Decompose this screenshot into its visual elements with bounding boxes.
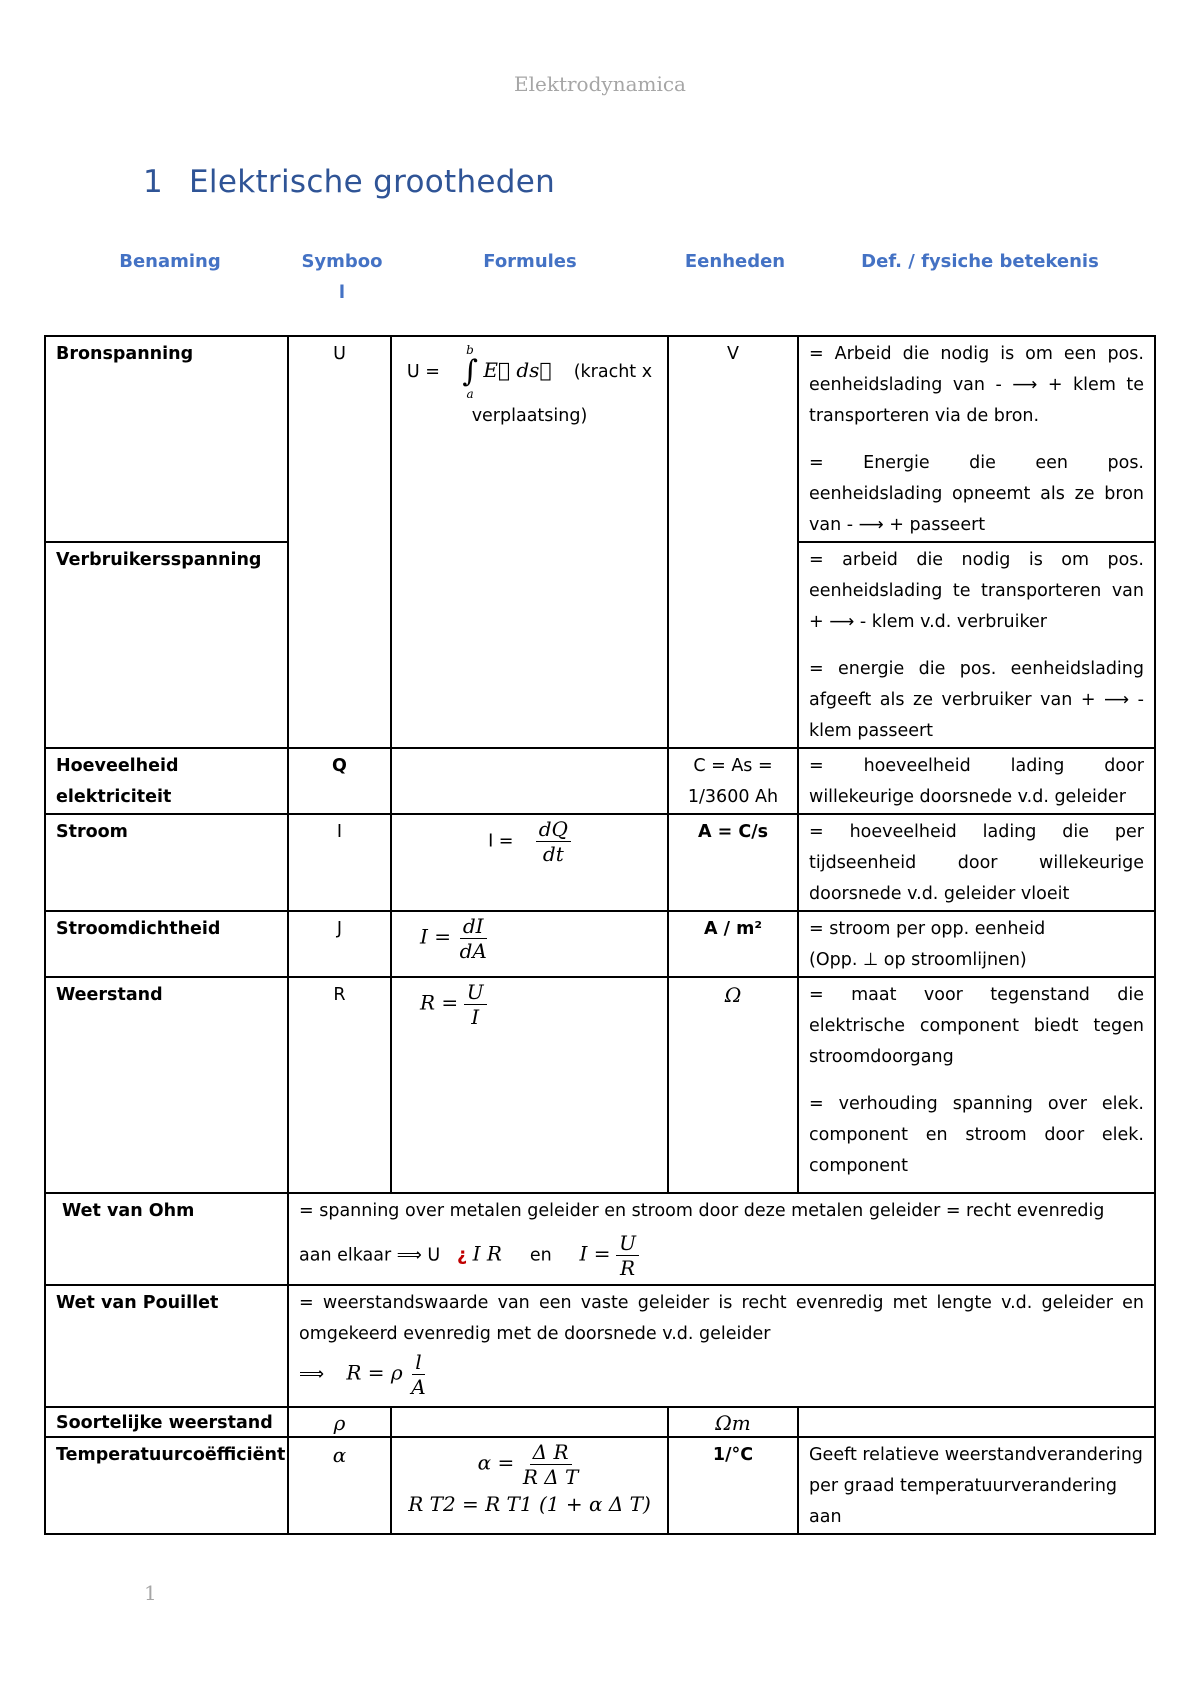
row-name: Weerstand	[45, 977, 288, 1193]
row-symbol: R	[288, 977, 391, 1193]
definition-paragraph: = verhouding spanning over elek. component en stroom door elek. component	[809, 1094, 1144, 1176]
unit-line: 1/3600 Ah	[687, 787, 779, 807]
integrand: E⃗ ds⃗	[483, 358, 552, 382]
formula-prefix: I =	[488, 831, 514, 852]
integral-formula	[402, 343, 657, 401]
formula-ir: I R	[472, 1241, 502, 1266]
row-formula	[391, 977, 668, 1193]
running-header: Elektrodynamica	[514, 72, 686, 96]
row-unit: V	[668, 336, 798, 748]
integral-upper: b	[466, 343, 474, 357]
row-definition	[798, 542, 1155, 748]
fraction-denominator: dA	[459, 939, 487, 963]
formula-lhs: α =	[477, 1450, 515, 1475]
row-unit: A / m²	[668, 911, 798, 977]
formula-note-line2: verplaatsing)	[471, 406, 588, 426]
row-name: Stroom	[45, 814, 288, 911]
row-symbol: ρ	[288, 1407, 391, 1437]
section-number: 1	[143, 164, 164, 200]
row-definition	[798, 977, 1155, 1193]
formula-line: R T2 = R T1 (1 + α Δ T)	[408, 1492, 651, 1516]
row-unit	[668, 748, 798, 814]
law-text: aan elkaar ⟹ U	[299, 1245, 441, 1266]
definition-line: = stroom per opp. eenheid	[809, 919, 1046, 939]
column-header-units: Eenheden	[684, 251, 786, 272]
row-symbol: I	[288, 814, 391, 911]
table-row	[45, 814, 1155, 911]
row-name: Wet van Pouillet	[45, 1285, 288, 1407]
row-unit: 1/°C	[668, 1437, 798, 1534]
table-row	[45, 1285, 1155, 1407]
page-number: 1	[144, 1581, 157, 1605]
column-header-symbol	[292, 246, 392, 308]
column-header-formula: Formules	[483, 251, 577, 272]
table-row	[45, 977, 1155, 1193]
fraction-denominator: dt	[542, 842, 564, 866]
table-row	[45, 1437, 1155, 1534]
fraction	[408, 1350, 428, 1399]
fraction-numerator: dI	[460, 914, 487, 939]
row-definition: = hoeveelheid lading die per tijdseenheid door willekeurige doorsnede v.d. geleider vloeit	[798, 814, 1155, 911]
unit-line: C = As =	[693, 756, 773, 776]
row-definition	[798, 336, 1155, 542]
fraction-numerator: Δ R	[530, 1440, 572, 1465]
row-unit: A = C/s	[668, 814, 798, 911]
row-unit: Ωm	[668, 1407, 798, 1437]
definition-paragraph: = Energie die een pos. eenheidslading opneemt als ze bron van - ⟶ + passeert	[809, 453, 1144, 535]
row-formula	[391, 1437, 668, 1534]
row-formula	[391, 911, 668, 977]
formula-glyph: ¿	[456, 1245, 468, 1266]
formula-line	[402, 1440, 657, 1489]
fraction	[457, 914, 490, 963]
formula-connector: en	[529, 1245, 552, 1266]
definition-line: (Opp. ⊥ op stroomlijnen)	[809, 950, 1027, 970]
row-formula	[391, 748, 668, 814]
fraction-numerator: dQ	[536, 817, 571, 842]
fraction-numerator: U	[616, 1231, 639, 1256]
implies-arrow: ⟹	[299, 1364, 325, 1385]
row-formula	[391, 1407, 668, 1437]
row-definition: Geeft relatieve weerstandverandering per graad temperatuurverandering aan	[798, 1437, 1155, 1534]
formula-lhs: I =	[420, 924, 452, 949]
law-text: = spanning over metalen geleider en stroom door deze metalen geleider = recht evenredig	[299, 1201, 1105, 1221]
row-formula	[391, 814, 668, 911]
fraction-numerator: U	[464, 980, 487, 1005]
column-header-symbol-line1: Symboo	[301, 251, 383, 272]
table-row	[45, 748, 1155, 814]
section-title	[143, 164, 555, 200]
formula-lhs: R =	[420, 990, 459, 1015]
row-name: Stroomdichtheid	[45, 911, 288, 977]
fraction	[520, 1440, 582, 1489]
law-description	[288, 1193, 1155, 1285]
row-name: Verbruikersspanning	[45, 542, 288, 748]
row-name: Temperatuurcoëfficiënt	[45, 1437, 288, 1534]
column-header-definition: Def. / fysiche betekenis	[861, 251, 1099, 272]
law-description	[288, 1285, 1155, 1407]
fraction-denominator: A	[411, 1375, 426, 1399]
table-row	[45, 1193, 1155, 1285]
integral-lower: a	[466, 387, 474, 401]
row-definition	[798, 911, 1155, 977]
column-header-name: Benaming	[119, 251, 221, 272]
row-symbol: U	[288, 336, 391, 748]
definition-paragraph: = energie die pos. eenheidslading afgeeft als ze verbruiker van + ⟶ - klem passeert	[809, 659, 1144, 741]
table-row	[45, 1407, 1155, 1437]
formula-prefix: U =	[406, 362, 440, 382]
row-name: Hoeveelheid elektriciteit	[45, 748, 288, 814]
row-symbol: J	[288, 911, 391, 977]
fraction	[464, 980, 487, 1029]
column-header-symbol-line2: l	[338, 282, 346, 303]
row-formula	[391, 336, 668, 748]
fraction-denominator: R	[620, 1256, 636, 1280]
formula-note: (kracht x	[573, 362, 653, 382]
fraction-denominator: I	[471, 1005, 480, 1029]
integral-sign: b ∫ a	[462, 343, 478, 401]
fraction-numerator: l	[412, 1350, 424, 1375]
law-formula-line	[299, 1350, 1144, 1399]
row-definition: = hoeveelheid lading door willekeurige doorsnede v.d. geleider	[798, 748, 1155, 814]
table-row	[45, 911, 1155, 977]
table-row	[45, 336, 1155, 542]
definition-paragraph: = arbeid die nodig is om pos. eenheidslading te transporteren van + ⟶ - klem v.d. verbruiker	[809, 550, 1144, 632]
fraction	[616, 1231, 639, 1280]
row-definition	[798, 1407, 1155, 1437]
fraction	[536, 817, 571, 866]
row-name: Wet van Ohm	[45, 1193, 288, 1285]
definition-paragraph: = maat voor tegenstand die elektrische component biedt tegen stroomdoorgang	[809, 985, 1144, 1067]
row-symbol: α	[288, 1437, 391, 1534]
quantities-table	[44, 335, 1156, 1535]
formula-lhs: R = ρ	[346, 1360, 403, 1385]
section-title-text: Elektrische grootheden	[189, 164, 556, 200]
row-unit: Ω	[668, 977, 798, 1193]
formula-lhs: I =	[579, 1241, 611, 1266]
law-formula-line	[299, 1231, 1144, 1280]
law-text: = weerstandswaarde van een vaste geleider is recht evenredig met lengte v.d. geleider en omgekeerd evenredig met de doorsnede v.d. geleider	[299, 1293, 1144, 1344]
row-name: Soortelijke weerstand	[45, 1407, 288, 1437]
row-symbol: Q	[288, 748, 391, 814]
fraction-denominator: R Δ T	[522, 1465, 579, 1489]
definition-paragraph: = Arbeid die nodig is om een pos. eenheidslading van - ⟶ + klem te transporteren via de bron.	[809, 344, 1144, 426]
row-name: Bronspanning	[45, 336, 288, 542]
